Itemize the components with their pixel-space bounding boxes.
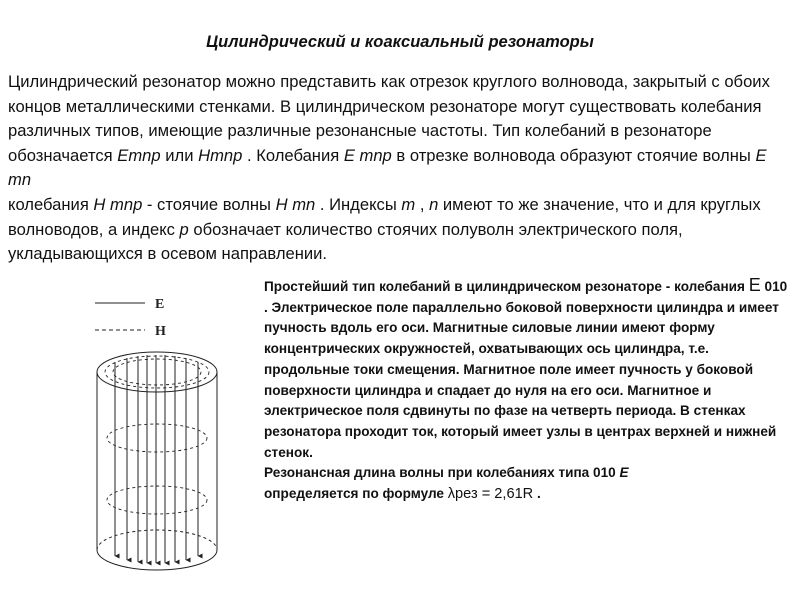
intro-text-7: имеют то же значение, что и для круглых волноводов, а индекс [8, 194, 761, 239]
right-text-1: Простейший тип колебаний в цилиндрическом резонаторе - колебания [264, 279, 749, 294]
right-text-3: Резонансная длина волны при колебаниях типа 010 [264, 465, 620, 481]
legend-h-label: H [155, 324, 166, 339]
e-field-lines [115, 355, 198, 563]
h-mn-notation: H mn [275, 194, 316, 214]
legend-e-label: E [155, 297, 165, 312]
e-symbol: E [748, 275, 761, 295]
h-mnp-notation: H mnp [93, 194, 143, 214]
mode-code: 010 [760, 279, 788, 294]
index-p: p [179, 219, 189, 239]
right-text-2: . Электрическое поле параллельно боковой поверхности цилиндра и имеет пучность вдоль его оси. Магнитные силовые линии имеют форму концентрических окружностей, охватывающих ось цилиндра, т.е. продольные токи смещения. Магнитное поле имеет пучность у боковой поверхности цилиндра и спадает до нуля на его оси. Магнитное и электрическое поля сдвинуты по фазе на четверть периода. В стенках резонатора проходит ток, который имеет узлы в центрах верхней и нижней стенок. [264, 299, 779, 460]
h-field-ring [105, 356, 209, 388]
index-n: n [429, 194, 439, 214]
intro-text-2: . Колебания [242, 145, 344, 165]
cylinder-diagram [85, 288, 245, 598]
right-description [264, 275, 794, 505]
h-field-ring [107, 424, 207, 452]
intro-text-5: - стоячие волны [142, 194, 276, 214]
right-text-4: определяется по формуле [264, 486, 448, 502]
mode-e-notation: Emnp [117, 145, 161, 165]
intro-text-1: Цилиндрический резонатор можно представить как отрезок круглого волновода, закрытый с обоих концов металлическими стенками. В цилиндрическом резонаторе могут существовать колебания различных типов, имеющие различные резонансные частоты. Тип колебаний в резонаторе обозначается [8, 72, 770, 165]
cylinder-resonator-figure [85, 288, 245, 598]
intro-text-3: в отрезке волновода образуют стоячие волны [391, 145, 756, 165]
page-title: Цилиндрический и коаксиальный резонаторы [206, 33, 594, 51]
index-m: m [401, 194, 416, 214]
intro-comma: , [415, 194, 430, 214]
intro-text-4: колебания [8, 194, 94, 214]
e-mn-notation: E mn [8, 145, 767, 190]
intro-text-6: . Индексы [315, 194, 402, 214]
intro-text-8: обозначает количество стоячих полуволн электрического поля, укладывающихся в осевом направлении. [8, 219, 683, 264]
right-text-5: . [533, 486, 541, 502]
h-field-ring [113, 359, 201, 385]
e-symbol-2: E [619, 465, 629, 481]
intro-paragraph [8, 70, 793, 267]
mode-h-notation: Hmnp [198, 145, 243, 165]
formula: λрез = 2,61R [447, 486, 534, 503]
e-mnp-notation: E mnp [343, 145, 392, 165]
intro-or: или [160, 145, 199, 165]
h-field-ring [107, 486, 207, 514]
